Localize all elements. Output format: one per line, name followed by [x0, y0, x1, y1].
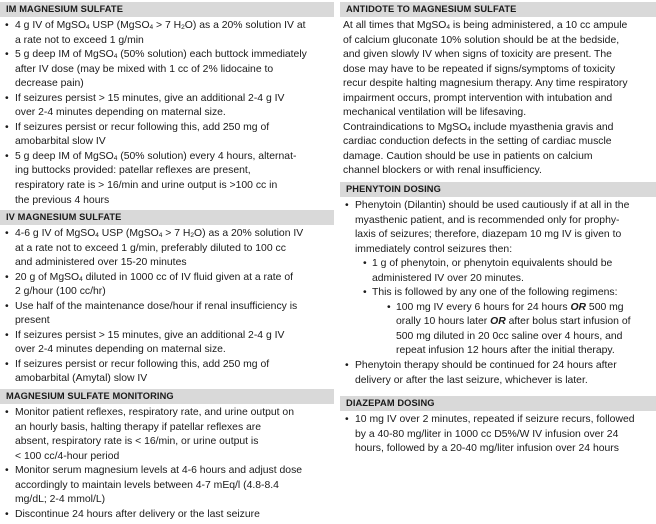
text-line: decrease pain) — [15, 78, 84, 90]
text-line: damage. Caution should be use in patients on calcium — [343, 150, 593, 162]
bullet-icon: • — [5, 92, 9, 104]
text-line: < 100 cc/4-hour period — [15, 450, 120, 462]
text-line: over 2-4 minutes depending on maternal size. — [15, 344, 226, 356]
text-line: mechanical ventilation will be lifesaving. — [343, 107, 527, 119]
text-line: amobarbital slow IV — [15, 136, 106, 148]
text-line: over 2-4 minutes depending on maternal size. — [15, 107, 226, 119]
text-line: amobarbital (Amytal) slow IV — [15, 373, 148, 385]
bullet-icon: • — [345, 200, 349, 211]
text-line: absent, respiratory rate is < 16/min, or urine output is — [15, 436, 259, 448]
section-header: DIAZEPAM DOSING — [340, 396, 656, 411]
text-line: accordingly to maintain levels between 4-7 mEq/l (4.8-8.4 — [15, 479, 279, 491]
list-item — [340, 301, 656, 359]
text-line: Contraindications to MgSO$_4$ include myasthenia gravis and — [343, 121, 614, 133]
text-line: impairment occurs, prompt intervention with intubation and — [343, 92, 613, 104]
text-line: 5 g deep IM of MgSO$_4$ (50% solution) each buttock immediately — [15, 49, 307, 61]
section-body — [340, 411, 656, 457]
list-item — [0, 358, 334, 387]
text-line: and administered over 15-20 minutes — [15, 257, 187, 269]
section-body — [0, 404, 334, 522]
list-item — [340, 413, 656, 457]
text-line: mg/dL; 2-4 mmol/L) — [15, 494, 106, 506]
text-line: laxis of seizures; therefore, diazepam 10 mg IV is given to — [355, 229, 622, 241]
list-item — [340, 286, 656, 301]
text-line: of calcium gluconate 10% solution should be at the bedside, — [343, 34, 620, 46]
text-line: Discontinue 24 hours after delivery or the last seizure — [15, 508, 260, 520]
text-line: If seizures persist > 15 minutes, give an additional 2-4 g IV — [15, 329, 285, 341]
text-line: At all times that MgSO$_4$ is being administered, a 10 cc ampule — [343, 20, 628, 31]
text-line: cardiac conduction defects in the setting of cardiac muscle — [343, 136, 612, 148]
text-line: after IV dose (may be mixed with 1 cc of 2% lidocaine to — [15, 63, 274, 75]
text-line: This is followed by any one of the following regimens: — [372, 287, 618, 299]
section-header: MAGNESIUM SULFATE MONITORING — [0, 389, 334, 404]
list-item — [0, 48, 334, 92]
section-body — [0, 225, 334, 387]
text-line: an hourly basis, halting therapy if patellar reflexes are — [15, 421, 262, 433]
bullet-icon: • — [5, 150, 9, 162]
text-line: 20 g of MgSO$_4$ diluted in 1000 cc of IV fluid given at a rate of — [15, 271, 294, 283]
text-line: 2 g/hour (100 cc/hr) — [15, 286, 106, 298]
text-line: channel blockers or with renal insufficiency. — [343, 165, 542, 177]
bullet-icon: • — [363, 258, 367, 270]
diazepam-section — [340, 396, 656, 457]
list-item — [340, 257, 656, 286]
list-item — [0, 329, 334, 358]
text-line: 500 mg diluted in 20 0cc saline over 4 hours, and — [396, 330, 623, 342]
antidote-section — [340, 2, 656, 179]
text-line: and given slowly IV when signs of toxicity are present. The — [343, 49, 612, 61]
text-line: dose may have to be repeated if signs/symptoms of toxicity — [343, 63, 616, 75]
text-line: Use half of the maintenance dose/hour if renal insufficiency is — [15, 300, 298, 312]
list-item — [0, 150, 334, 208]
text-line: repeat infusion 12 hours after the initial therapy. — [396, 345, 615, 357]
text-line: administered IV over 20 minutes. — [372, 272, 524, 284]
list-item — [0, 271, 334, 300]
phenytoin-section — [340, 182, 656, 388]
text-line: 5 g deep IM of MgSO$_4$ (50% solution) every 4 hours, alternat- — [15, 150, 297, 162]
text-line: present — [15, 315, 50, 327]
section-header: ANTIDOTE TO MAGNESIUM SULFATE — [340, 2, 656, 17]
text-line: by a 40-80 mg/liter in 1000 cc D5%/W IV infusion over 24 — [355, 428, 619, 440]
bullet-icon: • — [5, 407, 9, 418]
text-line: 1 g of phenytoin, or phenytoin equivalents should be — [372, 258, 613, 270]
list-item — [0, 19, 334, 48]
bullet-icon: • — [363, 287, 367, 299]
list-item — [340, 359, 656, 388]
text-line: Monitor patient reflexes, respiratory rate, and urine output on — [15, 407, 294, 418]
bullet-icon: • — [5, 20, 9, 31]
paragraph — [340, 19, 656, 121]
text-line: If seizures persist or recur following this, add 250 mg of — [15, 358, 270, 370]
text-line: ing buttocks provided: patellar reflexes are present, — [15, 165, 251, 177]
list-item — [340, 199, 656, 257]
text-line: at a rate not to exceed 1 g/min, preferably diluted to 100 cc — [15, 242, 286, 254]
text-line: If seizures persist or recur following this, add 250 mg of — [15, 121, 270, 133]
iv-magnesium-section — [0, 210, 334, 387]
bullet-icon: • — [387, 301, 391, 313]
text-line: Phenytoin therapy should be continued for 24 hours after — [355, 360, 617, 372]
text-line: If seizures persist > 15 minutes, give an additional 2-4 g IV — [15, 92, 285, 104]
bullet-icon: • — [5, 329, 9, 341]
bullet-icon: • — [5, 300, 9, 312]
text-line: 10 mg IV over 2 minutes, repeated if seizure recurs, followed — [355, 414, 635, 425]
paragraph — [340, 121, 656, 179]
section-body — [340, 17, 656, 179]
list-item — [0, 300, 334, 329]
text-line: the previous 4 hours — [15, 194, 110, 206]
section-body — [340, 197, 656, 388]
text-line: immediately control seizures then: — [355, 243, 513, 255]
text-line: hours, followed by a 20-40 mg/liter infusion over 24 hours — [355, 443, 619, 455]
list-item — [0, 92, 334, 121]
section-header: PHENYTOIN DOSING — [340, 182, 656, 197]
monitoring-section — [0, 389, 334, 522]
list-item — [0, 227, 334, 271]
text-line: Phenytoin (Dilantin) should be used cautiously if at all in the — [355, 200, 630, 211]
bullet-icon: • — [5, 465, 9, 477]
list-item — [0, 508, 334, 523]
bullet-icon: • — [345, 414, 349, 425]
list-item — [0, 406, 334, 464]
section-header: IM MAGNESIUM SULFATE — [0, 2, 334, 17]
text-line: delivery or after the last seizure, whichever is later. — [355, 374, 588, 386]
text-line: myasthenic patient, and is recommended only for prophy- — [355, 214, 620, 226]
list-item — [0, 464, 334, 508]
text-line: 4-6 g IV of MgSO$_4$ USP (MgSO$_4$ > 7 $H_2O$) as a 20% solution IV — [15, 228, 304, 239]
text-line: respiratory rate is > 16/min and urine output is >100 cc in — [15, 180, 278, 192]
list-item — [0, 121, 334, 150]
text-line: 100 mg IV every 6 hours for 24 hours OR 500 mg — [396, 301, 624, 313]
bullet-icon: • — [5, 358, 9, 370]
bullet-icon: • — [5, 49, 9, 61]
text-line: orally 10 hours later OR after bolus start infusion of — [396, 316, 631, 328]
text-line: Monitor serum magnesium levels at 4-6 hours and adjust dose — [15, 465, 303, 477]
section-header: IV MAGNESIUM SULFATE — [0, 210, 334, 225]
bullet-icon: • — [5, 271, 9, 283]
im-magnesium-section — [0, 2, 334, 208]
text-line: recur despite halting magnesium therapy. Any time respiratory — [343, 78, 628, 90]
bullet-icon: • — [345, 360, 349, 372]
section-body — [0, 17, 334, 208]
text-line: a rate not to exceed 1 g/min — [15, 34, 144, 46]
bullet-icon: • — [5, 508, 9, 520]
text-line: 4 g IV of MgSO$_4$ USP (MgSO$_4$ > 7 $H_2O$) as a 20% solution IV at — [15, 20, 306, 31]
bullet-icon: • — [5, 228, 9, 239]
bullet-icon: • — [5, 121, 9, 133]
